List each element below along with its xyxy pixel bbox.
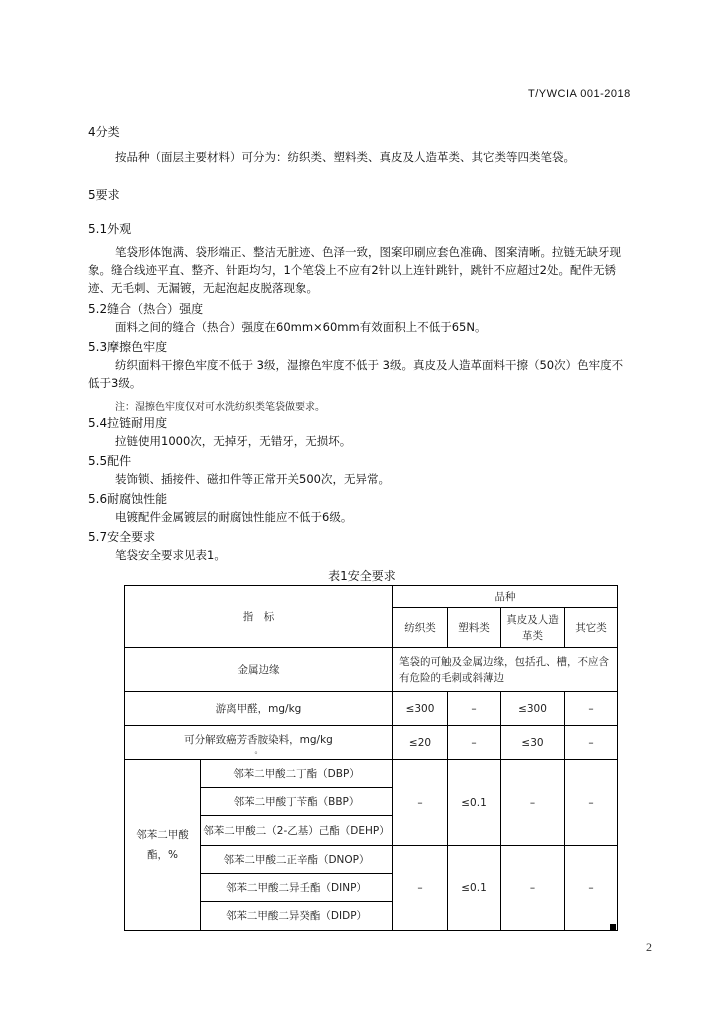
section-5-2-body: 面料之间的缝合（热合）强度在60mm×60mm有效面积上不低于65N。 [115, 320, 487, 334]
phthalate-g1-leather: – [501, 760, 565, 846]
phthalate-g1-plastic: ≤0.1 [448, 760, 501, 846]
section-5-3-body: 纺织面料干擦色牢度不低于 3级，湿擦色牢度不低于 3级。真皮及人造革面料干擦（50次）色牢度不低于3级。 [88, 358, 624, 390]
metal-edge-label: 金属边缘 [125, 648, 393, 692]
section-5-7-title: 5.7安全要求 [88, 530, 156, 544]
phthalate-didp: 邻苯二甲酸二异癸酯（DIDP） [201, 902, 393, 931]
section-5-title: 5要求 [88, 188, 120, 202]
table-row [125, 692, 618, 726]
header-indicator: 指 标 [125, 586, 393, 648]
page-number: 2 [646, 940, 652, 954]
section-5-5-title: 5.5配件 [88, 454, 132, 468]
phthalate-g2-other: – [565, 846, 618, 931]
metal-edge-value: 笔袋的可触及金属边缘，包括孔、槽，不应含有危险的毛刺或斜薄边 [393, 648, 618, 692]
header-leather: 真皮及人造革类 [501, 608, 565, 648]
formaldehyde-leather: ≤300 [501, 692, 565, 726]
phthalate-dehp: 邻苯二甲酸二（2-乙基）己酯（DEHP） [201, 816, 393, 846]
phthalate-bbp: 邻苯二甲酸丁苄酯（BBP） [201, 788, 393, 816]
phthalate-g2-plastic: ≤0.1 [448, 846, 501, 931]
header-textile: 纺织类 [393, 608, 448, 648]
section-5-1-title: 5.1外观 [88, 222, 132, 236]
formaldehyde-plastic: – [448, 692, 501, 726]
phthalate-dnop: 邻苯二甲酸二正辛酯（DNOP） [201, 846, 393, 874]
header-variety: 品种 [393, 586, 618, 608]
phthalate-g1-other: – [565, 760, 618, 846]
standard-number: T/YWCIA 001-2018 [528, 88, 631, 100]
section-4-body: 按品种（面层主要材料）可分为：纺织类、塑料类、真皮及人造革类、其它类等四类笔袋。 [115, 150, 575, 164]
header-other: 其它类 [565, 608, 618, 648]
section-5-6-title: 5.6耐腐蚀性能 [88, 492, 168, 506]
phthalate-g1-textile: – [393, 760, 448, 846]
section-5-7-body: 笔袋安全要求见表1。 [115, 548, 226, 562]
table-caption: 表1安全要求 [328, 569, 396, 583]
header-plastic: 塑料类 [448, 608, 501, 648]
section-5-1-body: 笔袋形体饱满、袋形端正、整洁无脏迹、色泽一致，图案印刷应套色准确、图案清晰。拉链无缺牙现象。缝合线迹平直、整齐、针距均匀，1个笔袋上不应有2针以上连针跳针，跳针不应超过2处。配件无锈迹、无毛刺、无漏镀，无起泡起皮脱落现象。 [88, 245, 621, 295]
table-continuation-marker [610, 924, 616, 930]
section-5-4-title: 5.4拉链耐用度 [88, 416, 168, 430]
phthalate-g2-textile: – [393, 846, 448, 931]
formaldehyde-label: 游离甲醛，mg/kg [125, 692, 393, 726]
azo-dye-label [125, 726, 393, 760]
formaldehyde-textile: ≤300 [393, 692, 448, 726]
table-row [125, 648, 618, 692]
section-5-3-note: 注：湿擦色牢度仅对可水洗纺织类笔袋做要求。 [115, 402, 325, 413]
section-5-5-body: 装饰锁、插接件、磁扣件等正常开关500次，无异常。 [115, 472, 390, 486]
safety-requirements-table [124, 585, 618, 931]
table-row [125, 760, 618, 788]
azo-dye-textile: ≤20 [393, 726, 448, 760]
phthalate-g2-leather: – [501, 846, 565, 931]
section-4-title: 4分类 [88, 125, 120, 139]
formaldehyde-other: – [565, 692, 618, 726]
table-header-row [125, 586, 618, 608]
section-5-2-title: 5.2缝合（热合）强度 [88, 302, 204, 316]
section-5-4-body: 拉链使用1000次，无掉牙，无错牙，无损坏。 [115, 434, 352, 448]
section-5-6-body: 电镀配件金属镀层的耐腐蚀性能应不低于6级。 [115, 510, 353, 524]
phthalate-dinp: 邻苯二甲酸二异壬酯（DINP） [201, 874, 393, 902]
azo-dye-label-text: 可分解致癌芳香胺染料，mg/kg [184, 733, 333, 746]
table-row [125, 726, 618, 760]
phthalate-group-label: 邻苯二甲酸酯，% [125, 760, 201, 931]
azo-dye-mark: 。 [254, 745, 263, 755]
azo-dye-plastic: – [448, 726, 501, 760]
phthalate-dbp: 邻苯二甲酸二丁酯（DBP） [201, 760, 393, 788]
section-5-3-title: 5.3摩擦色牢度 [88, 340, 168, 354]
azo-dye-leather: ≤30 [501, 726, 565, 760]
azo-dye-other: – [565, 726, 618, 760]
